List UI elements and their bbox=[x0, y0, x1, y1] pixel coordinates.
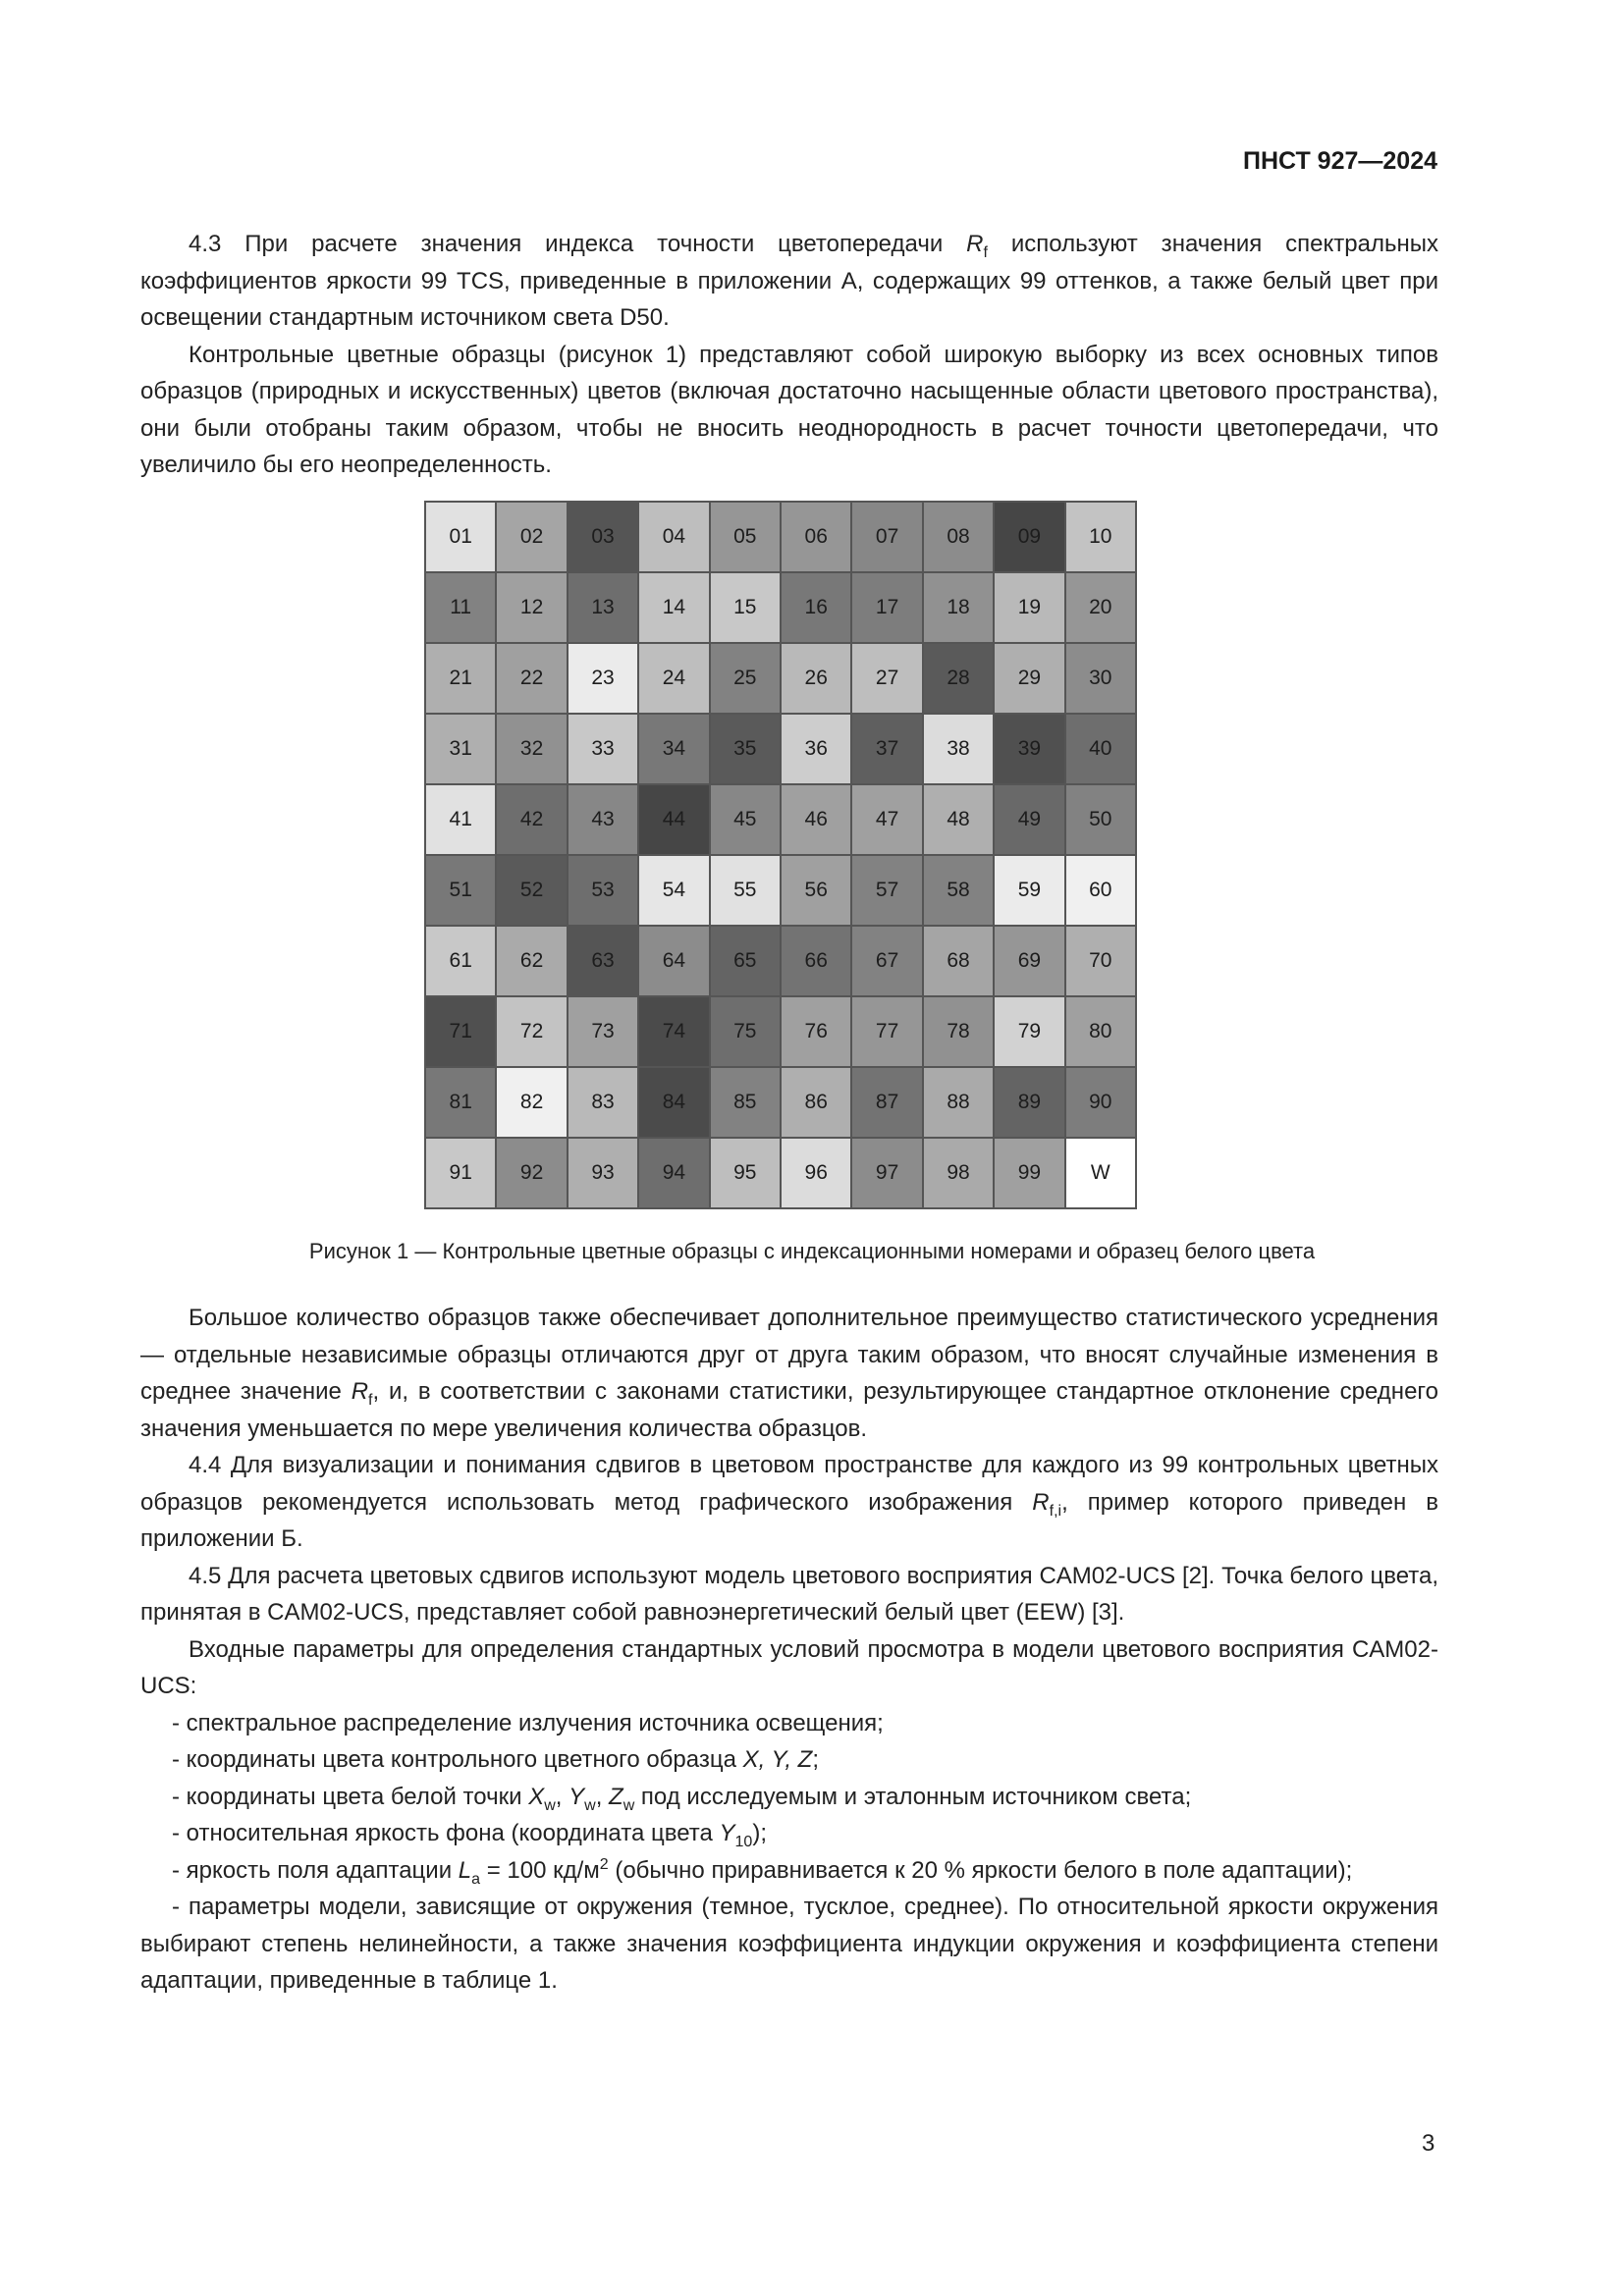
formula-symbol: Y bbox=[719, 1820, 735, 1846]
formula-symbol: w bbox=[584, 1796, 596, 1814]
paragraph bbox=[140, 1558, 1438, 1631]
color-sample-cell: 35 bbox=[711, 715, 780, 783]
color-sample-cell: 11 bbox=[426, 573, 495, 642]
color-sample-cell: 27 bbox=[852, 644, 921, 713]
formula-symbol: Z bbox=[609, 1783, 623, 1810]
text-run: , bbox=[555, 1783, 569, 1810]
formula-symbol: X, Y, Z bbox=[742, 1746, 813, 1773]
color-sample-cell: 54 bbox=[639, 856, 708, 925]
color-sample-cell: 81 bbox=[426, 1068, 495, 1137]
color-sample-cell: 05 bbox=[711, 503, 780, 571]
color-sample-cell: 74 bbox=[639, 997, 708, 1066]
color-sample-cell: 36 bbox=[782, 715, 850, 783]
color-sample-cell: 38 bbox=[924, 715, 993, 783]
paragraph bbox=[140, 1852, 1438, 1890]
text-run: , и, в соответствии с законами статистики, результирующее стандартное отклонение среднего значения уменьшается по мере увеличения количества образцов. bbox=[140, 1378, 1438, 1442]
color-sample-cell: 89 bbox=[995, 1068, 1063, 1137]
color-sample-cell: 15 bbox=[711, 573, 780, 642]
text-run: - спектральное распределение излучения источника освещения; bbox=[172, 1709, 884, 1736]
color-sample-cell: 14 bbox=[639, 573, 708, 642]
color-sample-cell: 97 bbox=[852, 1139, 921, 1207]
text-run: ; bbox=[812, 1746, 820, 1773]
paragraph bbox=[140, 226, 1438, 337]
color-sample-cell: 47 bbox=[852, 785, 921, 854]
formula-symbol: 10 bbox=[734, 1833, 753, 1850]
color-sample-cell: 78 bbox=[924, 997, 993, 1066]
formula-symbol: X bbox=[528, 1783, 545, 1810]
color-sample-cell: 55 bbox=[711, 856, 780, 925]
text-run: , пример которого приведен в приложении Б. bbox=[140, 1488, 1438, 1552]
color-sample-cell: 83 bbox=[568, 1068, 637, 1137]
color-sample-cell: 58 bbox=[924, 856, 993, 925]
paragraph bbox=[140, 1447, 1438, 1558]
text-run: 4.4 Для визуализации и понимания сдвигов в цветовом пространстве для каждого из 99 контрольных цветных образцов рекомендуется использовать метод графического изображения bbox=[140, 1452, 1438, 1516]
color-sample-cell: 20 bbox=[1066, 573, 1135, 642]
color-sample-cell: 94 bbox=[639, 1139, 708, 1207]
formula-symbol: w bbox=[623, 1796, 635, 1814]
color-sample-cell: 46 bbox=[782, 785, 850, 854]
color-sample-cell: 41 bbox=[426, 785, 495, 854]
formula-symbol: L bbox=[458, 1856, 472, 1884]
paragraph bbox=[140, 1705, 1438, 1742]
text-run: ); bbox=[752, 1820, 767, 1846]
color-sample-cell: 10 bbox=[1066, 503, 1135, 571]
color-sample-cell: 90 bbox=[1066, 1068, 1135, 1137]
formula-symbol: f bbox=[983, 243, 988, 261]
color-sample-cell: 85 bbox=[711, 1068, 780, 1137]
color-sample-cell: 39 bbox=[995, 715, 1063, 783]
text-run: - параметры модели, зависящие от окружения (темное, тусклое, среднее). По относительной яркости окружения выбирают степень нелинейности, а также значения коэффициента индукции окружения и коэффициента степени адаптации, приведенные в таблице 1. bbox=[140, 1894, 1438, 1994]
color-sample-cell: 92 bbox=[497, 1139, 566, 1207]
color-sample-cell: 66 bbox=[782, 927, 850, 995]
paragraph bbox=[140, 337, 1438, 484]
color-sample-cell: 16 bbox=[782, 573, 850, 642]
formula-symbol: R bbox=[966, 231, 984, 257]
formula-symbol: a bbox=[471, 1870, 481, 1888]
color-sample-cell: 23 bbox=[568, 644, 637, 713]
color-sample-cell: 32 bbox=[497, 715, 566, 783]
color-sample-cell: 76 bbox=[782, 997, 850, 1066]
formula-symbol: R bbox=[351, 1378, 369, 1405]
color-sample-cell: 88 bbox=[924, 1068, 993, 1137]
text-run: - координаты цвета контрольного цветного образца bbox=[172, 1746, 743, 1773]
color-sample-cell: 48 bbox=[924, 785, 993, 854]
color-sample-cell: 13 bbox=[568, 573, 637, 642]
color-sample-cell: 95 bbox=[711, 1139, 780, 1207]
text-run: Входные параметры для определения стандартных условий просмотра в модели цветового восприятия CAM02-UCS: bbox=[140, 1635, 1438, 1699]
color-sample-cell: 59 bbox=[995, 856, 1063, 925]
color-sample-cell: 08 bbox=[924, 503, 993, 571]
color-sample-cell: 17 bbox=[852, 573, 921, 642]
color-sample-cell: 44 bbox=[639, 785, 708, 854]
color-sample-cell: 70 bbox=[1066, 927, 1135, 995]
color-sample-cell: 04 bbox=[639, 503, 708, 571]
color-sample-cell: 93 bbox=[568, 1139, 637, 1207]
color-sample-cell: 45 bbox=[711, 785, 780, 854]
figure-caption: Рисунок 1 — Контрольные цветные образцы с индексационными номерами и образец белого цвета bbox=[308, 1239, 1316, 1263]
color-sample-cell: 26 bbox=[782, 644, 850, 713]
page-number: 3 bbox=[1422, 2130, 1435, 2157]
color-sample-cell: 31 bbox=[426, 715, 495, 783]
paragraph bbox=[140, 1779, 1438, 1816]
color-sample-cell: 68 bbox=[924, 927, 993, 995]
text-run: используют значения спектральных коэффициентов яркости 99 TCS, приведенные в приложении А, содержащих 99 оттенков, а также белый цвет при освещении стандартным источником света D50. bbox=[140, 231, 1438, 331]
color-sample-cell: 56 bbox=[782, 856, 850, 925]
color-sample-cell: 40 bbox=[1066, 715, 1135, 783]
color-sample-cell: 96 bbox=[782, 1139, 850, 1207]
text-run: , bbox=[595, 1783, 610, 1810]
sections-4-4-4-5-text bbox=[140, 1300, 1438, 2000]
color-sample-cell: 64 bbox=[639, 927, 708, 995]
color-sample-cell: 60 bbox=[1066, 856, 1135, 925]
text-run: 4.3 При расчете значения индекса точности цветопередачи bbox=[189, 231, 967, 257]
color-sample-cell: 57 bbox=[852, 856, 921, 925]
color-sample-cell: 01 bbox=[426, 503, 495, 571]
color-sample-cell: 37 bbox=[852, 715, 921, 783]
color-sample-cell: 79 bbox=[995, 997, 1063, 1066]
color-sample-cell: 99 bbox=[995, 1139, 1063, 1207]
color-sample-cell: 12 bbox=[497, 573, 566, 642]
color-sample-cell: 82 bbox=[497, 1068, 566, 1137]
color-samples-figure bbox=[424, 501, 1137, 1209]
color-sample-cell: 69 bbox=[995, 927, 1063, 995]
color-sample-cell: 19 bbox=[995, 573, 1063, 642]
formula-symbol: f bbox=[368, 1391, 373, 1409]
document-designation: ПНСТ 927—2024 bbox=[1243, 147, 1437, 175]
color-sample-cell: 63 bbox=[568, 927, 637, 995]
color-sample-cell: 71 bbox=[426, 997, 495, 1066]
color-sample-cell: 86 bbox=[782, 1068, 850, 1137]
paragraph bbox=[140, 1815, 1438, 1852]
color-sample-cell: 43 bbox=[568, 785, 637, 854]
paragraph bbox=[140, 1889, 1438, 2000]
color-sample-cell: 49 bbox=[995, 785, 1063, 854]
color-sample-cell: 61 bbox=[426, 927, 495, 995]
text-run: = 100 кд/м bbox=[480, 1856, 600, 1884]
color-sample-cell: 42 bbox=[497, 785, 566, 854]
color-sample-cell: 34 bbox=[639, 715, 708, 783]
paragraph bbox=[140, 1741, 1438, 1779]
color-sample-cell: W bbox=[1066, 1139, 1135, 1207]
color-sample-cell: 80 bbox=[1066, 997, 1135, 1066]
paragraph bbox=[140, 1631, 1438, 1705]
formula-symbol: f,i bbox=[1049, 1502, 1062, 1520]
text-run: - координаты цвета белой точки bbox=[172, 1783, 529, 1810]
color-sample-cell: 30 bbox=[1066, 644, 1135, 713]
color-sample-cell: 72 bbox=[497, 997, 566, 1066]
color-sample-cell: 75 bbox=[711, 997, 780, 1066]
formula-symbol: Y bbox=[568, 1783, 585, 1810]
color-sample-cell: 33 bbox=[568, 715, 637, 783]
text-run: 4.5 Для расчета цветовых сдвигов используют модель цветового восприятия CAM02-UCS [2]. Точка белого цвета, принятая в CAM02-UCS, представляет собой равноэнергетический белый цвет (EEW) [3]. bbox=[140, 1562, 1438, 1626]
color-sample-cell: 91 bbox=[426, 1139, 495, 1207]
text-run: Контрольные цветные образцы (рисунок 1) представляют собой широкую выборку из всех основных типов образцов (природных и искусственных) цветов (включая достаточно насыщенные области цветового пространства), они были отобраны таким образом, чтобы не вносить неоднородность в расчет точности цветопередачи, что увеличило бы его неопределенность. bbox=[140, 341, 1438, 478]
color-sample-cell: 62 bbox=[497, 927, 566, 995]
color-sample-cell: 29 bbox=[995, 644, 1063, 713]
color-sample-cell: 07 bbox=[852, 503, 921, 571]
color-sample-cell: 06 bbox=[782, 503, 850, 571]
color-sample-cell: 53 bbox=[568, 856, 637, 925]
color-sample-cell: 28 bbox=[924, 644, 993, 713]
text-run: - относительная яркость фона (координата цвета bbox=[172, 1820, 720, 1846]
text-run: Большое количество образцов также обеспечивает дополнительное преимущество статистического усреднения — отдельные независимые образцы отличаются друг от друга таким образом, что вносят случайные изменения в среднее значение bbox=[140, 1305, 1438, 1405]
color-sample-cell: 52 bbox=[497, 856, 566, 925]
color-sample-cell: 77 bbox=[852, 997, 921, 1066]
color-sample-cell: 98 bbox=[924, 1139, 993, 1207]
text-run: - яркость поля адаптации bbox=[172, 1856, 459, 1884]
color-sample-cell: 50 bbox=[1066, 785, 1135, 854]
color-sample-cell: 84 bbox=[639, 1068, 708, 1137]
formula-symbol: w bbox=[544, 1796, 556, 1814]
color-sample-cell: 09 bbox=[995, 503, 1063, 571]
color-sample-cell: 65 bbox=[711, 927, 780, 995]
formula-symbol: R bbox=[1032, 1488, 1050, 1516]
color-sample-cell: 03 bbox=[568, 503, 637, 571]
color-sample-cell: 02 bbox=[497, 503, 566, 571]
color-sample-cell: 73 bbox=[568, 997, 637, 1066]
color-sample-cell: 51 bbox=[426, 856, 495, 925]
section-4-3-text bbox=[140, 226, 1438, 484]
paragraph bbox=[140, 1300, 1438, 1447]
color-sample-cell: 22 bbox=[497, 644, 566, 713]
color-sample-cell: 21 bbox=[426, 644, 495, 713]
color-sample-cell: 18 bbox=[924, 573, 993, 642]
color-sample-cell: 25 bbox=[711, 644, 780, 713]
color-sample-cell: 67 bbox=[852, 927, 921, 995]
text-run: (обычно приравнивается к 20 % яркости белого в поле адаптации); bbox=[608, 1856, 1353, 1884]
text-run: под исследуемым и эталонным источником света; bbox=[634, 1783, 1192, 1810]
color-sample-cell: 24 bbox=[639, 644, 708, 713]
color-sample-cell: 87 bbox=[852, 1068, 921, 1137]
formula-symbol: 2 bbox=[599, 1855, 609, 1873]
